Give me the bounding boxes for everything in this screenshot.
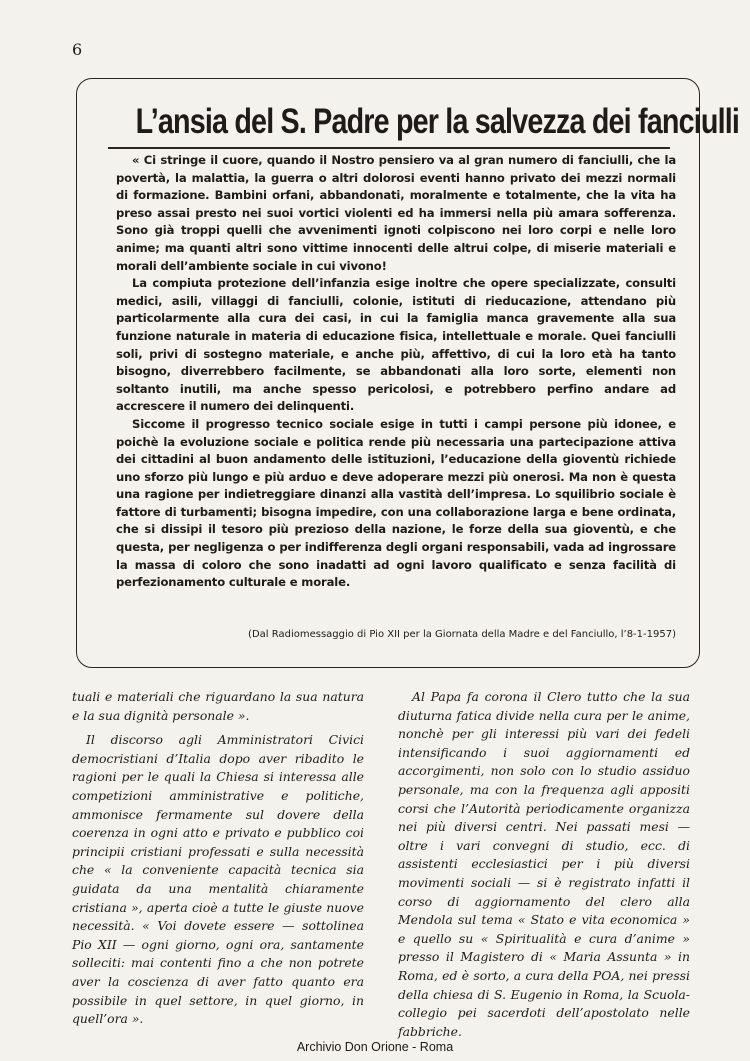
papal-quote [116,152,676,592]
right-paragraph-1: Al Papa fa corona il Clero tutto che la sua diuturna fatica divide nella cura per le anime, nonchè per gli interessi più vari dei fedeli intensificando i suoi aggiornamenti ed accorgimenti, non solo con lo studio assiduo personale, ma con la frequenza agli appositi corsi che l’Autorità periodicamente organizza nei più diversi centri. Nei passati mesi — oltre i vari convegni di studio, ecc. di assistenti ecclesiastici per i più diversi movimenti sociali — si è registrato infatti il corso di aggiornamento del clero alla Mendola sul tema « Stato e vita economica » e quello su « Spiritualità e cura d’anime » presso il Magistero di « Maria Assunta » in Roma, ed è sorto, a cura della POA, nei pressi della chiesa di S. Eugenio in Roma, la Scuola-collegio pei sacerdoti dell’apostolato nelle fabbriche. [398,689,690,1039]
quote-paragraph-2: La compiuta protezione dell’infanzia esige inoltre che opere specializzate, consulti medici, asili, villaggi di fanciulli, colonie, istituti di rieducazione, attendano più particolarmente alla cura dei casi, in cui la famiglia manca gravemente alla sua funzione naturale in materia di educazione fisica, intellettuale e morale. Quei fanciulli soli, privi di sostegno materiale, e anche più, affettivo, di cui la loro età ha tanto bisogno, diverrebbero facilmente, se abbandonati alla loro sorte, elementi non soltanto inutili, ma anche spesso pericolosi, e potrebbero perfino andare ad accrescere il numero dei delinquenti. [116,276,676,414]
article-headline: L’ansia del S. Padre per la salvezza dei fanciulli [135,102,740,141]
quote-paragraph-3: Siccome il progresso tecnico sociale esige in tutti i campi persone più idonee, e poichè la evoluzione sociale e politica rende più necessaria una partecipazione attiva dei cittadini al buon andamento delle istituzioni, l’educazione della gioventù richiede uno sforzo più lungo e più arduo e deve adoperare mezzi più onerosi. Ma non è questa una ragione per indietreggiare dinanzi alla vastità dell’impresa. Lo squilibrio sociale è fattore di turbamenti; bisogna impedire, con una collaborazione larga e bene ordinata, che si dissipi il tesoro più prezioso della nazione, le forze della sua gioventù, e che questa, per negligenza o per indifferenza degli organi responsabili, vada ad ingrossare la massa di coloro che sono inadatti ad ogni lavoro qualificato e senza facilità di perfezionamento culturale e morale. [116,416,676,590]
headline-divider [108,147,670,149]
left-column [72,688,364,1035]
page-number: 6 [72,40,83,59]
quote-paragraph-1: « Ci stringe il cuore, quando il Nostro pensiero va al gran numero di fanciulli, che la povertà, la malattia, la guerra o altri dolorosi eventi hanno privato dei mezzi normali di formazione. Bambini orfani, abbandonati, moralmente e totalmente, che la vita ha preso assai presto nei suoi vortici violenti ed ha immersi nella più amara sofferenza. Sono già troppi quelli che avvenimenti ignoti colpiscono nei loro corpi e nelle loro anime; ma quanti altri sono vittime innocenti delle altrui colpe, di miserie materiali e morali dell’ambiente sociale in cui vivono! [116,153,676,273]
archive-footer: Archivio Don Orione - Roma [296,1040,454,1054]
left-paragraph-1: tuali e materiali che riguardano la sua natura e la sua dignità personale ». [72,689,364,723]
right-column [398,688,690,1047]
quote-source: (Dal Radiomessaggio di Pio XII per la Giornata della Madre e del Fanciullo, l’8-1-1957) [248,629,676,640]
left-paragraph-2: Il discorso agli Amministratori Civici democristiani d’Italia dopo aver ribadito le ragioni per le quali la Chiesa si interessa alle competizioni amministrative e politiche, ammonisce fermamente sul dovere della coerenza in ogni atto e privato e pubblico coi principii cristiani professati e sulla necessità che « la conveniente capacità tecnica sia guidata da una mentalità chiaramente cristiana », aperta cioè a tutte le giuste nuove necessità. « Voi dovete essere — sottolinea Pio XII — ogni giorno, ogni ora, santamente solleciti: mai contenti fino a che non potrete aver la coscienza di aver fatto quanto era possibile in quel settore, in quel giorno, in quell’ora ». [72,732,364,1027]
